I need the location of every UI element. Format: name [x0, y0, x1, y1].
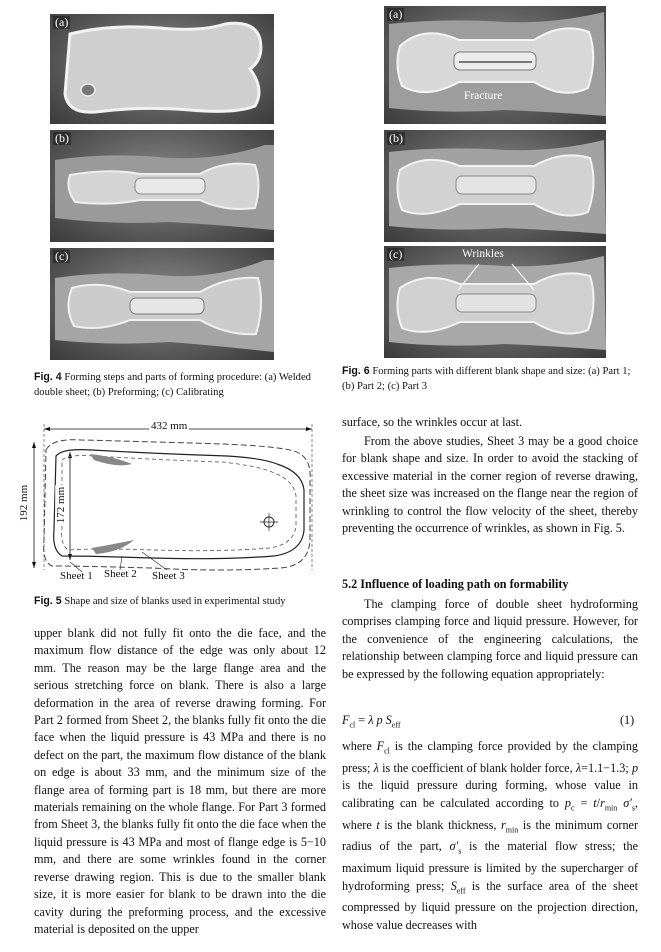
fig4-label-c: (c) — [55, 249, 69, 263]
p4-range: =1.1−1.3; — [581, 760, 629, 775]
p4-radius: is the minimum corner radius of the part, — [342, 817, 639, 854]
fig6-wrinkles-label: Wrinkles — [462, 248, 504, 260]
left-body-paragraph: upper blank did not fully fit onto the die face, and the maximum flow distance of the edge was only about 12 mm. The reason may be the large flange area and the serious stretching force on blank. There is also a large deformation in the area of reverse drawing forming. For Part 2 formed from Sheet 2, the blanks fully fit onto the die face when the liquid pressure is 43 MPa and there is no defect on the part, the maximum flow distance of the blank on edge is about 33 mm, and the minimum size of the flange area of forming part is 18 mm, but there are more materials remaining on the whole flange. For Part 3 formed from Sheet 3, the blanks fully fit onto the die face when the liquid pressure is 43 MPa and most of flange edge is 5−10 mm, and there are some wrinkles found in the corner reverse drawing region. This is due to the smaller blank size, it is more easier for blank to be drawn into the die cavity during the preforming process, and the excessive material is deposited on the upper — [34, 626, 326, 936]
fig5-height-inner-label: 172 mm — [55, 486, 68, 524]
fig5-width-label: 432 mm — [151, 420, 188, 432]
right-paragraph-2: From the above studies, Sheet 3 may be a good choice for blank shape and size. In order to avoid the stacking of excessive material in the corner region of reverse drawing, the sheet size was increased on the flange near the region of wrinkling to control the flow velocity of the sheet, thereby preventing the occurrence of wrinkles, as shown in Fig. 5. — [342, 434, 638, 536]
fig5-caption — [34, 594, 324, 609]
fig4-caption-text: Forming steps and parts of forming procedure: (a) Welded double sheet; (b) Preforming; (c) Calibrating — [34, 372, 311, 398]
fig6-caption — [342, 364, 638, 394]
fig6-part-a-image — [384, 6, 606, 124]
fig5-caption-text: Shape and size of blanks used in experimental study — [61, 596, 286, 607]
section-heading-5-2: 5.2 Influence of loading path on formability — [342, 577, 569, 591]
p4-coefficient: is the coefficient of blank holder force, — [382, 760, 573, 775]
fig6-fracture-label: Fracture — [464, 90, 503, 102]
right-paragraph-3: The clamping force of double sheet hydroforming comprises clamping force and liquid pressure. However, for the convenience of the engineering calculations, the relationship between clamping force and liquid pressure can be expressed by the following equation appropriately: — [342, 597, 638, 681]
fig6-label-c: (c) — [389, 247, 403, 261]
p4-flowstress: is the material flow stress; the maximum liquid pressure is limited by the supercharger of hydroforming press; — [342, 839, 638, 893]
fig6-label-b: (b) — [389, 131, 403, 145]
fig4-photo-c — [50, 248, 274, 360]
fig6-label-a: (a) — [389, 7, 403, 21]
fig5-sheet3-label: Sheet 3 — [152, 570, 185, 582]
fig6-caption-text: Forming parts with different blank shape and size: (a) Part 1; (b) Part 2; (c) Part 3 — [342, 366, 631, 392]
p4-clamping: is the clamping force provided by the clamping press; — [342, 739, 639, 775]
fig4-label-b: (b) — [55, 131, 69, 145]
fig6-caption-label: Fig. 6 — [342, 365, 370, 377]
p4-thickness: is the blank thickness, — [384, 817, 497, 832]
fig5-height-outer-label: 192 mm — [18, 484, 31, 522]
right-paragraph-1: surface, so the wrinkles occur at last. — [342, 415, 523, 429]
fig4-photo-b — [50, 130, 274, 242]
right-paragraph-4: where $F_{cl}$ is the clamping force provided by the clamping press; λ is the coefficient of blank holder force, λ=1.1−1.3; p is the liquid pressure during forming, whose value in calibrating can be calculated according to $p_c = t/r_{min}$ $\sigma'_s$, where t is the blank thickness, $r_{min}$ is the minimum corner radius of the part, $\sigma'_s$ is the material flow stress; the maximum liquid pressure is limited by the supercharger of hydroforming press; $S_{eff}$ is the surface area of the sheet compressed by liquid pressure on the projection direction, whose value decreases with — [342, 739, 639, 932]
fig4-caption-label: Fig. 4 — [34, 371, 62, 383]
fig5-sheet1-label: Sheet 1 — [60, 570, 93, 582]
fig6-photo-c — [384, 246, 606, 358]
fig5-sheet2-label: Sheet 2 — [104, 568, 137, 580]
fig6-photo-b — [384, 130, 606, 242]
p4-area: is the surface area of the sheet compressed by liquid pressure on the projection direction, whose value decreases with — [342, 878, 639, 932]
fig4-part-b-image — [50, 130, 274, 242]
fig5-drawing — [18, 420, 322, 585]
fig5-caption-label: Fig. 5 — [34, 595, 62, 607]
fig4-photo-a — [50, 14, 274, 124]
fig4-part-c-image — [50, 248, 274, 360]
fig6-part-c-image — [384, 246, 606, 358]
p4-where: where — [342, 739, 372, 753]
equation-1: $F_{cl} = \lambda$ p $S_{eff}$ — [342, 713, 401, 730]
equation-1-number: (1) — [620, 713, 635, 727]
fig6-photo-a — [384, 6, 606, 124]
fig4-label-a: (a) — [55, 15, 69, 29]
fig4-caption — [34, 370, 319, 400]
p4-liquid: is the liquid pressure during forming, whose value in calibrating can be calculated according to — [342, 778, 638, 810]
p4-where2: , where — [342, 795, 639, 832]
fig6-part-b-image — [384, 130, 606, 242]
fig4-part-a-image — [50, 14, 274, 124]
